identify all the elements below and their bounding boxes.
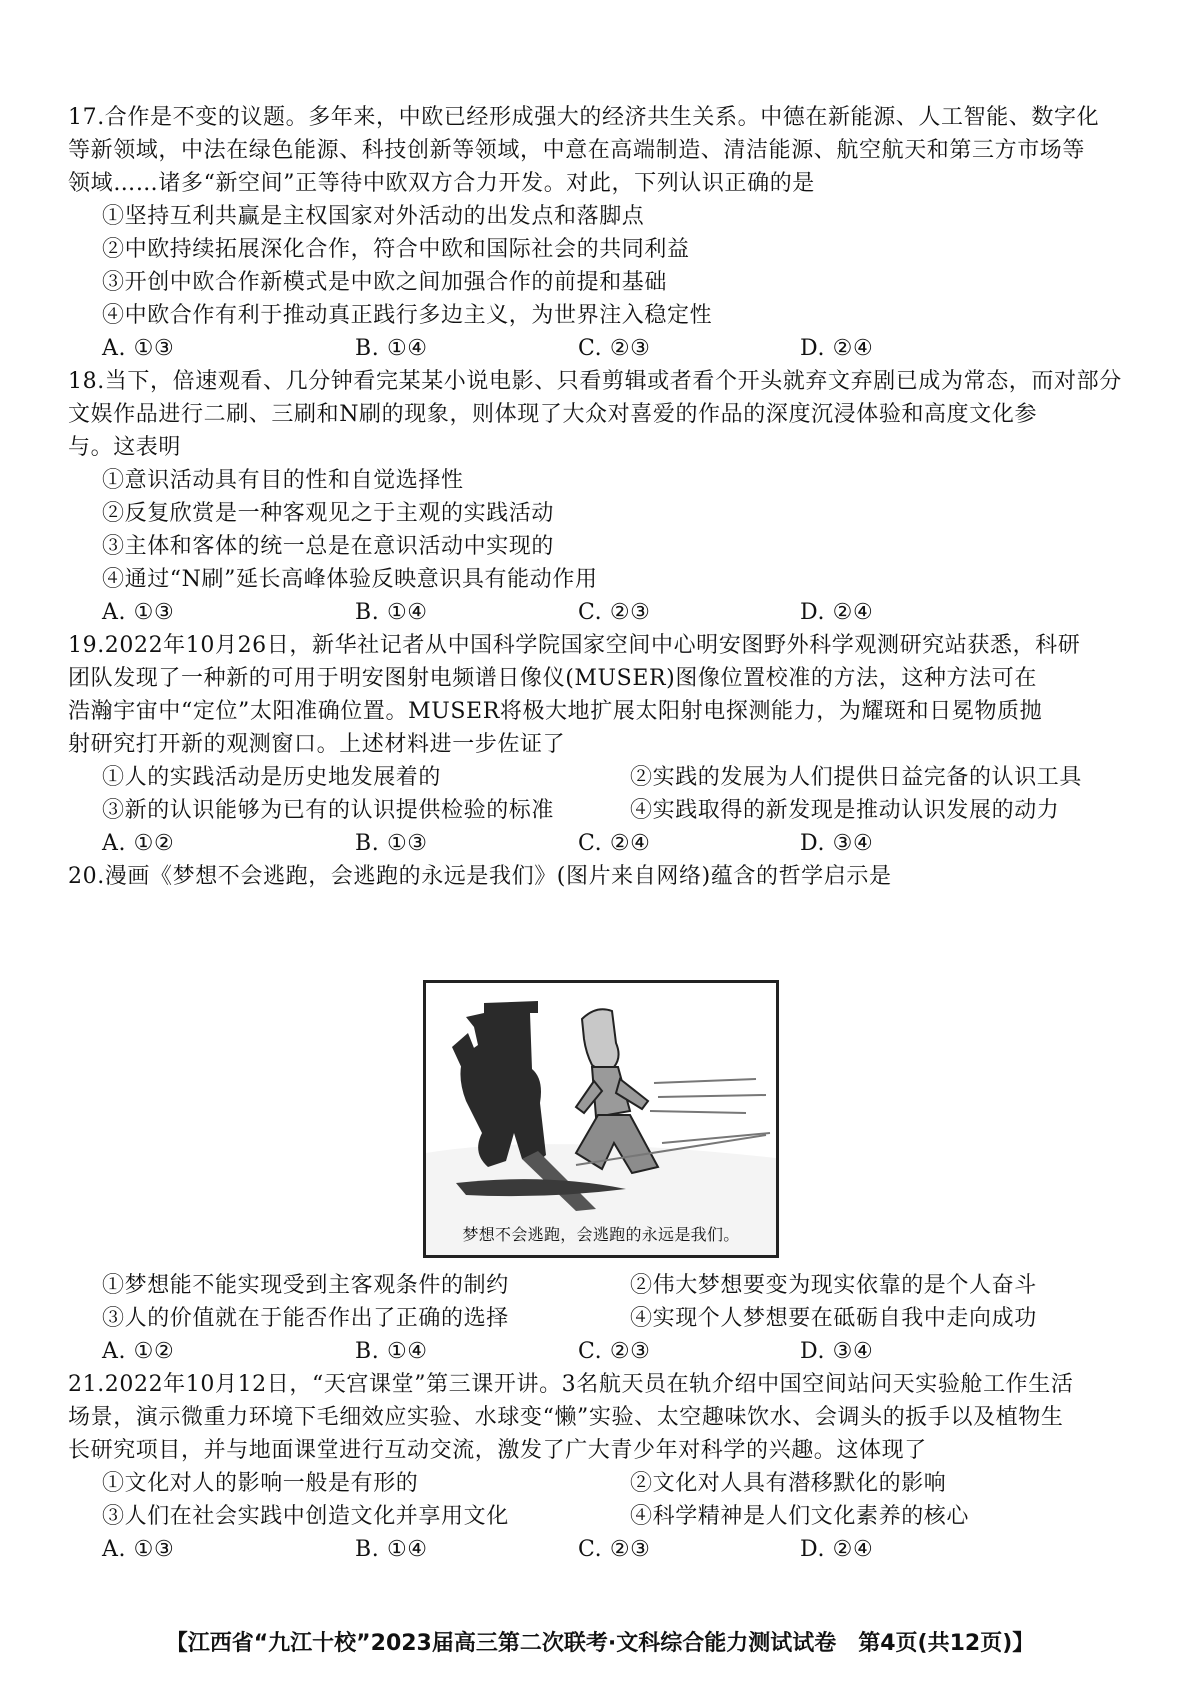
question-19-line-4: 射研究打开新的观测窗口。上述材料进一步佐证了: [68, 732, 566, 757]
question-text: 当下，倍速观看、几分钟看完某某小说电影、只看剪辑或者看个开头就弃文弃剧已成为常态，而对部分: [104, 369, 1122, 394]
question-21-answer-c[interactable]: C. ②③: [578, 1537, 651, 1562]
question-17-statement-2: ②中欧持续拓展深化合作，符合中欧和国际社会的共同利益: [102, 237, 690, 262]
question-21-answer-a[interactable]: A. ①③: [102, 1537, 175, 1562]
question-19-answer-d[interactable]: D. ③④: [800, 831, 874, 856]
question-21-statement-1: ①文化对人的影响一般是有形的: [102, 1471, 419, 1496]
question-20-answer-b[interactable]: B. ①④: [355, 1339, 428, 1364]
question-18-answer-b[interactable]: B. ①④: [355, 600, 428, 625]
page-footer: 【江西省“九江十校”2023届高三第二次联考·文科综合能力测试试卷 第4页(共12页)】: [165, 1631, 1035, 1656]
question-21-line-3: 长研究项目，并与地面课堂进行互动交流，激发了广大青少年对科学的兴趣。这体现了: [68, 1438, 927, 1463]
question-21-line-2: 场景，演示微重力环境下毛细效应实验、水球变“懒”实验、太空趣味饮水、会调头的扳手以及植物生: [68, 1405, 1064, 1430]
question-21-answer-d[interactable]: D. ②④: [800, 1537, 874, 1562]
question-19-answer-b[interactable]: B. ①③: [355, 831, 428, 856]
question-21-statement-3: ③人们在社会实践中创造文化并享用文化: [102, 1504, 509, 1529]
question-21-answer-b[interactable]: B. ①④: [355, 1537, 428, 1562]
question-18-line-1: [68, 368, 1122, 396]
question-17-answer-a[interactable]: A. ①③: [102, 336, 175, 361]
question-19-answer-a[interactable]: A. ①②: [102, 831, 175, 856]
question-number: 21.: [68, 1372, 105, 1397]
question-19-line-3: 浩瀚宇宙中“定位”太阳准确位置。MUSER将极大地扩展太阳射电探测能力，为耀斑和日冕物质抛: [68, 699, 1043, 724]
question-18-line-2: 文娱作品进行二刷、三刷和N刷的现象，则体现了大众对喜爱的作品的深度沉浸体验和高度文化参: [68, 402, 1038, 427]
question-20-answer-a[interactable]: A. ①②: [102, 1339, 175, 1364]
question-17-line-2: 等新领域，中法在绿色能源、科技创新等领域，中意在高端制造、清洁能源、航空航天和第三方市场等: [68, 138, 1086, 163]
question-number: 19.: [68, 633, 105, 658]
question-text: 漫画《梦想不会逃跑，会逃跑的永远是我们》(图片来自网络)蕴含的哲学启示是: [104, 864, 892, 889]
cartoon-illustration: [426, 983, 776, 1255]
cartoon-image: [423, 980, 779, 1258]
question-18-statement-3: ③主体和客体的统一总是在意识活动中实现的: [102, 534, 555, 559]
question-18-line-3: 与。这表明: [68, 435, 182, 460]
question-text: 2022年10月12日，“天宫课堂”第三课开讲。3名航天员在轨介绍中国空间站问天实验舱工作生活: [104, 1372, 1074, 1397]
question-17-answer-c[interactable]: C. ②③: [578, 336, 651, 361]
question-20-statement-1: ①梦想能不能实现受到主客观条件的制约: [102, 1273, 509, 1298]
question-17-line-3: 领域……诸多“新空间”正等待中欧双方合力开发。对此，下列认识正确的是: [68, 171, 815, 196]
question-17-statement-4: ④中欧合作有利于推动真正践行多边主义，为世界注入稳定性: [102, 303, 713, 328]
question-21-statement-2: ②文化对人具有潜移默化的影响: [630, 1471, 947, 1496]
question-number: 18.: [68, 369, 105, 394]
question-18-answer-a[interactable]: A. ①③: [102, 600, 175, 625]
question-20-statement-2: ②伟大梦想要变为现实依靠的是个人奋斗: [630, 1273, 1037, 1298]
question-19-statement-2: ②实践的发展为人们提供日益完备的认识工具: [630, 765, 1083, 790]
question-19-statement-4: ④实践取得的新发现是推动认识发展的动力: [630, 798, 1060, 823]
question-20-answer-c[interactable]: C. ②③: [578, 1339, 651, 1364]
question-19-answer-c[interactable]: C. ②④: [578, 831, 651, 856]
question-17-answer-b[interactable]: B. ①④: [355, 336, 428, 361]
question-18-statement-2: ②反复欣赏是一种客观见之于主观的实践活动: [102, 501, 555, 526]
question-17-statement-1: ①坚持互利共赢是主权国家对外活动的出发点和落脚点: [102, 204, 645, 229]
question-20-line-1: [68, 863, 892, 891]
question-19-statement-3: ③新的认识能够为已有的认识提供检验的标准: [102, 798, 555, 823]
question-18-statement-1: ①意识活动具有目的性和自觉选择性: [102, 468, 464, 493]
cartoon-caption: 梦想不会逃跑，会逃跑的永远是我们。: [462, 1225, 740, 1244]
question-21-statement-4: ④科学精神是人们文化素养的核心: [630, 1504, 970, 1529]
question-18-answer-c[interactable]: C. ②③: [578, 600, 651, 625]
question-17-statement-3: ③开创中欧合作新模式是中欧之间加强合作的前提和基础: [102, 270, 668, 295]
question-20-statement-3: ③人的价值就在于能否作出了正确的选择: [102, 1306, 509, 1331]
question-21-line-1: [68, 1371, 1073, 1399]
question-18-answer-d[interactable]: D. ②④: [800, 600, 874, 625]
question-19-statement-1: ①人的实践活动是历史地发展着的: [102, 765, 442, 790]
question-17-line-1: [68, 104, 1099, 132]
question-text: 合作是不变的议题。多年来，中欧已经形成强大的经济共生关系。中德在新能源、人工智能、数字化: [104, 105, 1100, 130]
shadow-figure: [460, 1001, 546, 1167]
question-number: 20.: [68, 864, 105, 889]
question-text: 2022年10月26日，新华社记者从中国科学院国家空间中心明安图野外科学观测研究站获悉，科研: [104, 633, 1081, 658]
question-18-statement-4: ④通过“N刷”延长高峰体验反映意识具有能动作用: [102, 567, 598, 592]
running-man: [576, 1009, 658, 1173]
question-19-line-2: 团队发现了一种新的可用于明安图射电频谱日像仪(MUSER)图像位置校准的方法，这种方法可在: [68, 666, 1037, 691]
question-20-answer-d[interactable]: D. ③④: [800, 1339, 874, 1364]
question-20-statement-4: ④实现个人梦想要在砥砺自我中走向成功: [630, 1306, 1037, 1331]
question-number: 17.: [68, 105, 105, 130]
question-17-answer-d[interactable]: D. ②④: [800, 336, 874, 361]
question-19-line-1: [68, 632, 1080, 660]
